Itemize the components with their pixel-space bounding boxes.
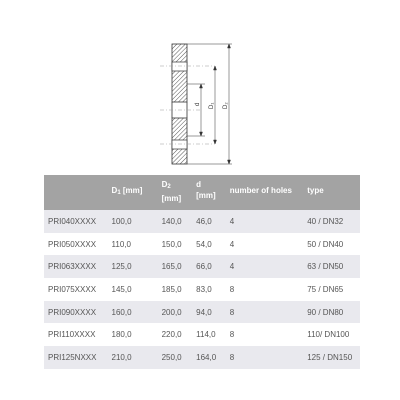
cell-d2: 150,0 [161,239,182,249]
cell-code: PRI090XXXX [48,307,97,317]
cell-holes: 4 [229,262,235,272]
cell-type: 40 / DN32 [307,216,344,226]
cell-d2: 200,0 [161,307,182,317]
header-d2-sub: 2 [167,184,171,190]
header-type [307,175,360,210]
table-row [44,255,360,278]
cell-d2: 165,0 [161,262,182,272]
cell-code: PRI125NXXX [48,352,97,362]
table-row [44,233,360,256]
cell-d1: 145,0 [111,284,132,294]
flange-section [172,44,187,164]
cell-d: 46,0 [196,216,212,226]
cell-d1: 160,0 [111,307,132,317]
header-d-main: d [196,180,202,189]
dim-label-d: d [195,102,201,106]
cell-holes: 8 [229,284,235,294]
cell-d1: 210,0 [111,352,132,362]
cell-holes: 8 [229,307,235,317]
cell-code: PRI110XXXX [48,330,96,340]
cell-d: 83,0 [196,284,212,294]
cell-d: 114,0 [196,330,216,340]
cell-code: PRI050XXXX [48,239,97,249]
cell-d: 66,0 [196,262,212,272]
cell-d1: 180,0 [111,330,132,340]
cell-d: 164,0 [196,352,217,362]
header-d-unit: [mm] [196,191,216,200]
cell-code: PRI075XXXX [48,284,97,294]
cell-d2: 250,0 [161,352,182,362]
flange-cross-section-drawing [0,0,400,172]
cell-holes: 4 [229,239,235,249]
cell-code: PRI040XXXX [48,216,97,226]
cell-d2: 140,0 [161,216,182,226]
cell-d1: 125,0 [111,262,132,272]
cell-type: 110/ DN100 [307,330,350,340]
header-d2 [162,175,197,210]
header-d1-main: D [111,186,118,195]
table-row [44,210,360,233]
cell-type: 75 / DN65 [307,284,344,294]
header-type-label: type [307,186,324,195]
cell-type: 50 / DN40 [307,239,344,249]
cell-type: 90 / DN80 [307,307,344,317]
cell-holes: 8 [229,352,235,362]
cell-code: PRI063XXXX [48,262,97,272]
header-d1 [112,175,162,210]
table-row [44,301,360,324]
center-lines [160,66,215,144]
cell-d: 54,0 [196,239,212,249]
table-header-row [44,175,360,210]
dim-label-d2: D₂ [223,102,229,109]
dim-label-d1: D₁ [209,102,215,109]
header-code [44,175,112,210]
cell-type: 125 / DN150 [307,352,353,362]
cell-type: 63 / DN50 [307,262,344,272]
cell-d2: 185,0 [161,284,182,294]
cell-d2: 220,0 [161,330,182,340]
cell-d1: 110,0 [111,239,131,249]
header-holes [230,175,308,210]
flange-spec-table [44,175,360,369]
header-holes-label: number of holes [229,186,292,195]
table-row [44,278,360,301]
header-d1-sub: 1 [117,190,121,196]
header-d2-main: D [161,180,168,189]
header-d2-unit: [mm] [161,194,182,203]
header-d1-unit: [mm] [122,186,143,195]
table-row [44,346,360,369]
cell-holes: 4 [229,216,235,226]
cell-holes: 8 [229,330,235,340]
cell-d1: 100,0 [111,216,132,226]
header-d [196,175,230,210]
table-row [44,323,360,346]
cell-d: 94,0 [196,307,212,317]
